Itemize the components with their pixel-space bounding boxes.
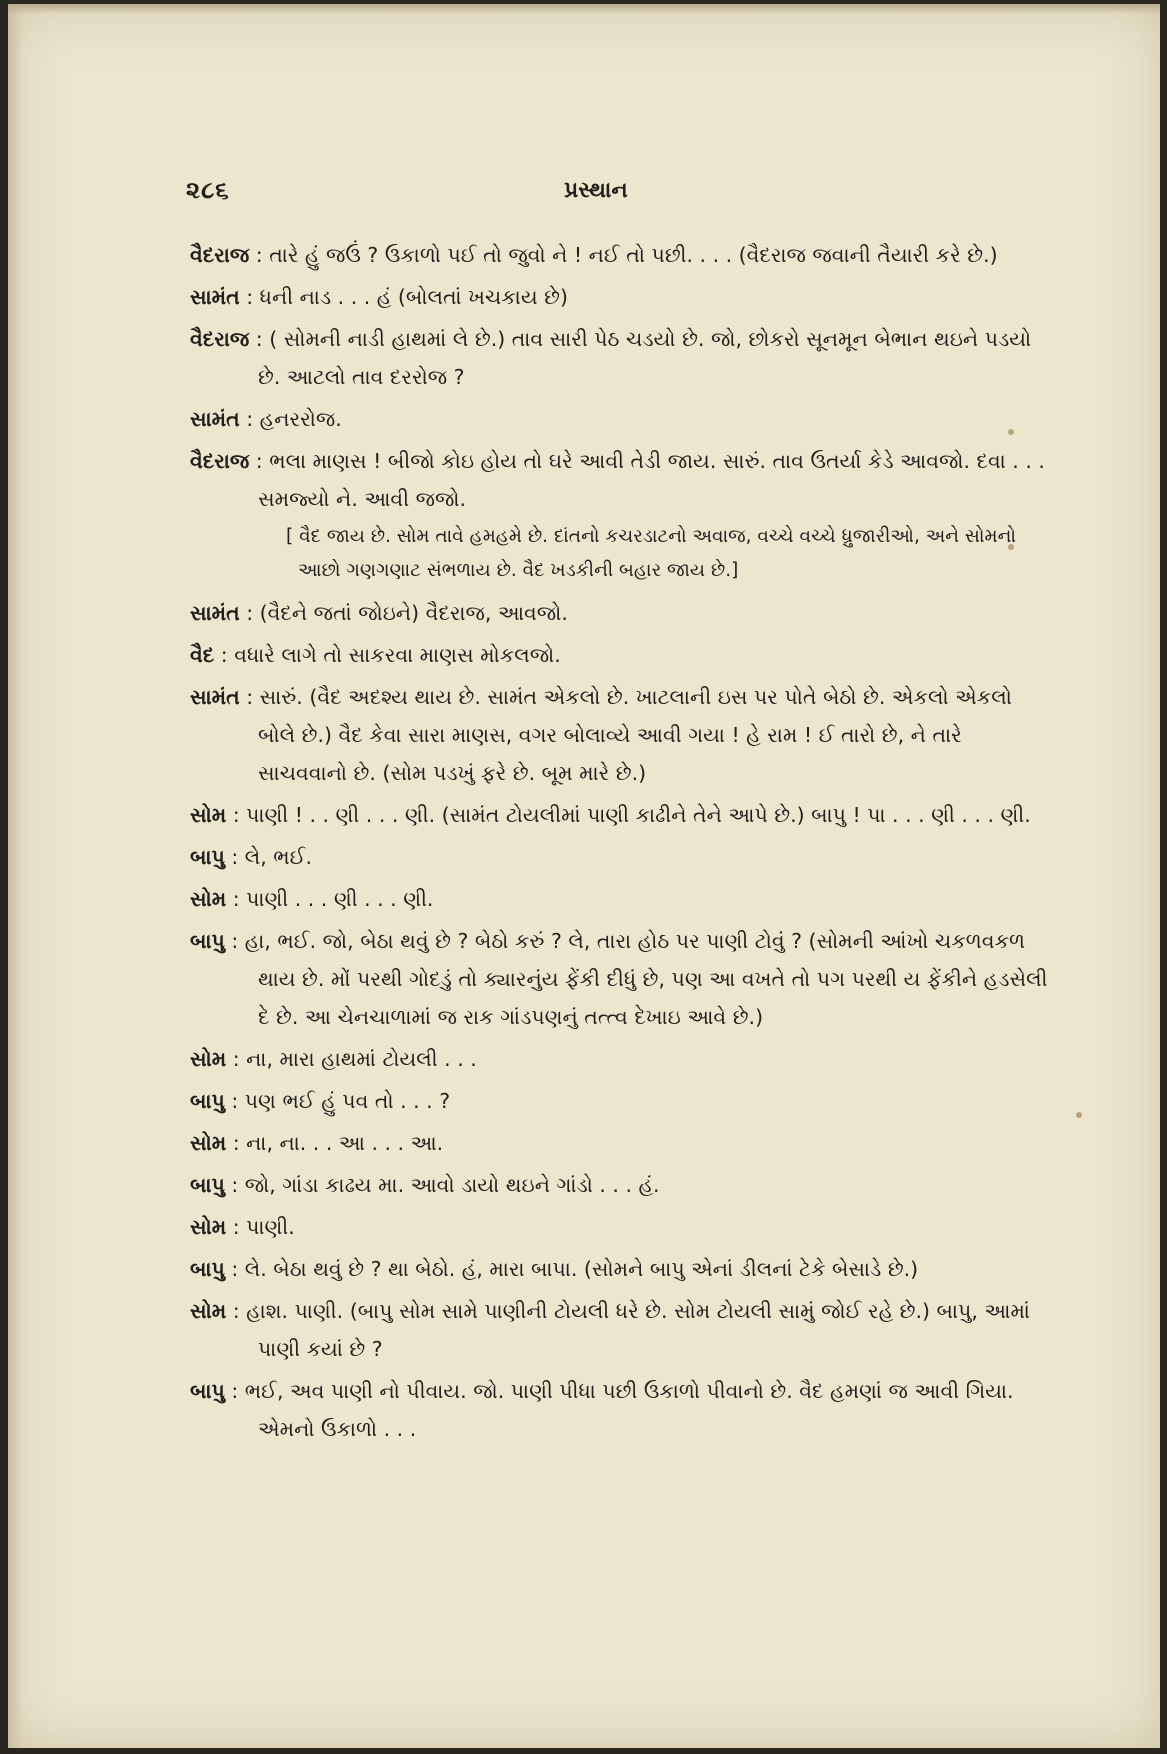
line-text: હનરરોજ.	[259, 407, 342, 431]
dialogue-line: સામંત : સારું. (વૈદ અદશ્ય થાય છે. સામંત એકલો છે. ખાટલાની ઇસ પર પોતે બેઠો છે. એકલો એકલો બોલે છે.) વૈદ કેવા સારા માણસ, વગર બોલાવ્યે આવી ગયા ! હે રામ ! ઈ તારો છે, ને તારે સાચવવાનો છે. (સોમ પડખું ફરે છે. બૂમ મારે છે.)	[190, 685, 1012, 785]
speaker-name: બાપુ	[190, 1089, 225, 1113]
dialogue-line: સોમ : પાણી.	[190, 1215, 295, 1239]
page-header	[186, 176, 1046, 216]
dialogue-line: સામંત : હનરરોજ.	[190, 407, 342, 431]
speaker-name: સામંત	[190, 685, 240, 709]
dialogue-line: વૈદરાજ : ( સોમની નાડી હાથમાં લે છે.) તાવ સારી પેઠ ચડયો છે. જો, છોકરો સૂનમૂન બેભાન થઇને પડયો છે. આટલો તાવ દરરોજ ?	[190, 327, 1032, 389]
dialogue-line: બાપુ : ભઈ, અવ પાણી નો પીવાય. જો. પાણી પીધા પછી ઉકાળો પીવાનો છે. વૈદ હમણાં જ આવી ગિયા. એમનો ઉકાળો . . .	[190, 1379, 1014, 1441]
line-text: ભઈ, અવ પાણી નો પીવાય. જો. પાણી પીધા પછી ઉકાળો પીવાનો છે. વૈદ હમણાં જ આવી ગિયા. એમનો ઉકાળો . . .	[244, 1379, 1014, 1441]
dialogue-line: બાપુ : લે, ભઈ.	[190, 845, 313, 869]
speaker-name: સોમ	[190, 1215, 227, 1239]
line-text: ના, ના. . . આ . . . આ.	[246, 1131, 444, 1155]
speaker-name: સામંત	[190, 407, 240, 431]
running-title: પ્રસ્થાન	[564, 178, 628, 203]
speaker-name: સામંત	[190, 285, 240, 309]
dialogue-line: વૈદરાજ : તારે હું જઉં ? ઉકાળો પઈ તો જુવો ને ! નઈ તો પછી. . . . (વૈદરાજ જવાની તૈયારી કરે છે.)	[190, 243, 998, 267]
line-text: તારે હું જઉં ? ઉકાળો પઈ તો જુવો ને ! નઈ તો પછી. . . . (વૈદરાજ જવાની તૈયારી કરે છે.)	[269, 243, 998, 267]
line-text: વધારે લાગે તો સાકરવા માણસ મોકલજો.	[234, 643, 561, 667]
play-text	[190, 236, 1050, 1452]
speaker-name: સોમ	[190, 887, 227, 911]
line-text: પાણી ! . . ણી . . . ણી. (સામંત ટોયલીમાં પાણી કાઢીને તેને આપે છે.) બાપુ ! પા . . . ણી . . . ણી.	[246, 803, 1031, 827]
line-text: (વૈદને જતાં જોઇને) વૈદરાજ, આવજો.	[259, 601, 568, 625]
line-text: ભલા માણસ ! બીજો કોઇ હોય તો ઘરે આવી તેડી જાય. સારું. તાવ ઉતર્યા કેડે આવજો. દવા . . . સમજ્યો ને. આવી જજો.	[258, 449, 1045, 511]
line-text: લે, ભઈ.	[244, 845, 313, 869]
line-text: સારું. (વૈદ અદશ્ય થાય છે. સામંત એકલો છે. ખાટલાની ઇસ પર પોતે બેઠો છે. એકલો એકલો બોલે છે.) વૈદ કેવા સારા માણસ, વગર બોલાવ્યે આવી ગયા ! હે રામ ! ઈ તારો છે, ને તારે સાચવવાનો છે. (સોમ પડખું ફરે છે. બૂમ મારે છે.)	[258, 685, 1012, 785]
paper-spot	[1076, 1112, 1082, 1118]
line-text: જો, ગાંડા કાઢય મા. આવો ડાયો થઇને ગાંડો . . . હં.	[244, 1173, 660, 1197]
dialogue-line: સામંત : (વૈદને જતાં જોઇને) વૈદરાજ, આવજો.	[190, 601, 568, 625]
page-edge-shadow	[8, 4, 22, 1748]
dialogue-line: સોમ : પાણી ! . . ણી . . . ણી. (સામંત ટોયલીમાં પાણી કાઢીને તેને આપે છે.) બાપુ ! પા . . . ણી . . . ણી.	[190, 803, 1031, 827]
line-text: હા, ભઈ. જો, બેઠા થવું છે ? બેઠો કરું ? લે, તારા હોઠ પર પાણી ટોવું ? (સોમની આંખો ચકળવકળ થાય છે. મોં પરથી ગોદડું તો ક્યારનુંય ફેંકી દીધું છે, પણ આ વખતે તો પગ પરથી ય ફેંકીને હડસેલી દે છે. આ ચેનચાળામાં જ રાક ગાંડપણનું તત્ત્વ દેખાઇ આવે છે.)	[244, 929, 1048, 1029]
dialogue-line: સોમ : ના, ના. . . આ . . . આ.	[190, 1131, 444, 1155]
dialogue-line: સોમ : પાણી . . . ણી . . . ણી.	[190, 887, 434, 911]
stage-direction: [ વૈદ જાય છે. સોમ તાવે હમહમે છે. દાંતનો કચરડાટનો અવાજ, વચ્ચે વચ્ચે ધ્રુજારીઓ, અને સોમનો આછો ગણગણાટ સંભળાય છે. વૈદ ખડકીની બહાર જાય છે.]	[286, 526, 1016, 581]
line-text: ના, મારા હાથમાં ટોયલી . . .	[246, 1047, 477, 1071]
dialogue-line: બાપુ : જો, ગાંડા કાઢય મા. આવો ડાયો થઇને ગાંડો . . . હં.	[190, 1173, 660, 1197]
page-top-shadow	[8, 4, 1160, 14]
speaker-name: સોમ	[190, 803, 227, 827]
speaker-name: વૈદરાજ	[190, 449, 250, 473]
dialogue-line: સોમ : ના, મારા હાથમાં ટોયલી . . .	[190, 1047, 477, 1071]
dialogue-line: વૈદરાજ : ભલા માણસ ! બીજો કોઇ હોય તો ઘરે આવી તેડી જાય. સારું. તાવ ઉતર્યા કેડે આવજો. દવા . . . સમજ્યો ને. આવી જજો.	[190, 449, 1045, 511]
book-page	[8, 4, 1160, 1748]
speaker-name: વૈદરાજ	[190, 327, 250, 351]
speaker-name: બાપુ	[190, 929, 225, 953]
dialogue-line: બાપુ : પણ ભઈ હું પવ તો . . . ?	[190, 1089, 451, 1113]
line-text: ( સોમની નાડી હાથમાં લે છે.) તાવ સારી પેઠ ચડયો છે. જો, છોકરો સૂનમૂન બેભાન થઇને પડયો છે. આટલો તાવ દરરોજ ?	[258, 327, 1032, 389]
speaker-name: વૈદરાજ	[190, 243, 250, 267]
line-text: પણ ભઈ હું પવ તો . . . ?	[244, 1089, 451, 1113]
dialogue-line: બાપુ : હા, ભઈ. જો, બેઠા થવું છે ? બેઠો કરું ? લે, તારા હોઠ પર પાણી ટોવું ? (સોમની આંખો ચકળવકળ થાય છે. મોં પરથી ગોદડું તો ક્યારનુંય ફેંકી દીધું છે, પણ આ વખતે તો પગ પરથી ય ફેંકીને હડસેલી દે છે. આ ચેનચાળામાં જ રાક ગાંડપણનું તત્ત્વ દેખાઇ આવે છે.)	[190, 929, 1048, 1029]
line-text: ધની નાડ . . . હં (બોલતાં ખચકાય છે)	[259, 285, 568, 309]
line-text: લે. બેઠા થવું છે ? થા બેઠો. હં, મારા બાપા. (સોમને બાપુ એનાં ડીલનાં ટેકે બેસાડે છે.)	[244, 1257, 919, 1281]
speaker-name: સોમ	[190, 1131, 227, 1155]
dialogue-line: બાપુ : લે. બેઠા થવું છે ? થા બેઠો. હં, મારા બાપા. (સોમને બાપુ એનાં ડીલનાં ટેકે બેસાડે છે.)	[190, 1257, 919, 1281]
dialogue-line: વૈદ : વધારે લાગે તો સાકરવા માણસ મોકલજો.	[190, 643, 561, 667]
speaker-name: સોમ	[190, 1299, 227, 1323]
dialogue-line: સોમ : હાશ. પાણી. (બાપુ સોમ સામે પાણીની ટોયલી ધરે છે. સોમ ટોયલી સામું જોઈ રહે છે.) બાપુ, આમાં પાણી કયાં છે ?	[190, 1299, 1030, 1361]
dialogue-line: સામંત : ધની નાડ . . . હં (બોલતાં ખચકાય છે)	[190, 285, 568, 309]
speaker-name: બાપુ	[190, 1257, 225, 1281]
speaker-name: સોમ	[190, 1047, 227, 1071]
speaker-name: સામંત	[190, 601, 240, 625]
line-text: પાણી.	[246, 1215, 295, 1239]
line-text: પાણી . . . ણી . . . ણી.	[246, 887, 434, 911]
speaker-name: વૈદ	[190, 643, 215, 667]
speaker-name: બાપુ	[190, 1173, 225, 1197]
speaker-name: બાપુ	[190, 845, 225, 869]
speaker-name: બાપુ	[190, 1379, 225, 1403]
line-text: હાશ. પાણી. (બાપુ સોમ સામે પાણીની ટોયલી ધરે છે. સોમ ટોયલી સામું જોઈ રહે છે.) બાપુ, આમાં પાણી કયાં છે ?	[246, 1299, 1030, 1361]
page-number: ૨૮૬	[186, 176, 230, 204]
